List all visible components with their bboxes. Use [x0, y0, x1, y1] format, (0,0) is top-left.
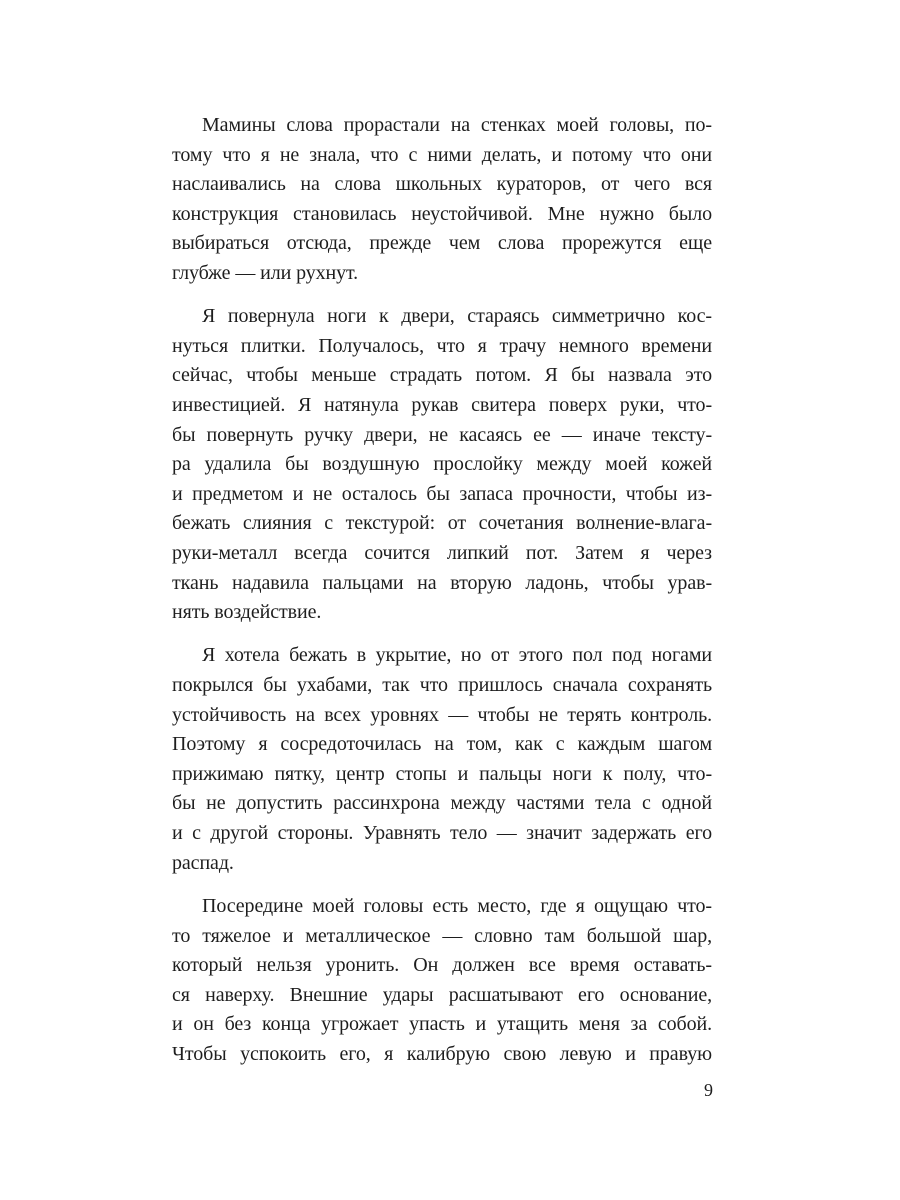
text-line: конструкция становилась неустойчивой. Мне нужно было — [172, 202, 712, 225]
paragraph-3 — [172, 641, 712, 878]
text-line: покрылся бы ухабами, так что пришлось сначала сохранять — [172, 674, 712, 697]
text-line: ткань надавила пальцами на вторую ладонь, чтобы урав- — [172, 571, 712, 594]
paragraph-1 — [172, 111, 712, 289]
text-line: Поэтому я сосредоточилась на том, как с каждым шагом — [172, 733, 712, 756]
text-line: наслаивались на слова школьных кураторов, от чего вся — [172, 173, 712, 196]
text-line: выбираться отсюда, прежде чем слова прорежутся еще — [172, 232, 712, 255]
text-line: который нельзя уронить. Он должен все время оставать- — [172, 954, 712, 977]
text-line: бы не допустить рассинхрона между частями тела с одной — [172, 792, 712, 815]
text-line: тому что я не знала, что с ними делать, и потому что они — [172, 143, 712, 166]
text-line: нять воздействие. — [172, 601, 322, 624]
paragraph-4 — [172, 892, 712, 1070]
text-line: сейчас, чтобы меньше страдать потом. Я бы назвала это — [172, 364, 712, 387]
text-line: Я повернула ноги к двери, стараясь симметрично кос- — [202, 305, 712, 328]
text-line: нуться плитки. Получалось, что я трачу немного времени — [172, 334, 712, 357]
text-line: бы повернуть ручку двери, не касаясь ее — иначе тексту- — [172, 423, 712, 446]
text-line: ся наверху. Внешние удары расшатывают его основание, — [172, 983, 712, 1006]
text-line: и с другой стороны. Уравнять тело — значит задержать его — [172, 822, 712, 845]
text-line: то тяжелое и металлическое — словно там большой шар, — [172, 924, 712, 947]
text-line: и он без конца угрожает упасть и утащить меня за собой. — [172, 1013, 712, 1036]
text-line: и предметом и не осталось бы запаса прочности, чтобы из- — [172, 482, 712, 505]
text-line: устойчивость на всех уровнях — чтобы не терять контроль. — [172, 703, 712, 726]
page-text — [172, 111, 712, 1083]
text-line: Мамины слова прорастали на стенках моей головы, по- — [202, 114, 712, 136]
text-line: распад. — [172, 851, 234, 874]
paragraph-2 — [172, 302, 712, 628]
page-number: 9 — [704, 1080, 713, 1100]
text-line: Чтобы успокоить его, я калибрую свою левую и правую — [172, 1042, 712, 1065]
text-line: Я хотела бежать в укрытие, но от этого пол под ногами — [202, 644, 712, 667]
text-line: бежать слияния с текстурой: от сочетания волнение-влага- — [172, 512, 712, 535]
text-line: Посередине моей головы есть место, где я ощущаю что- — [202, 894, 712, 917]
text-line: глубже — или рухнут. — [172, 261, 359, 284]
text-line: инвестицией. Я натянула рукав свитера поверх руки, что- — [172, 394, 712, 417]
text-line: руки-металл всегда сочится липкий пот. Затем я через — [172, 542, 712, 564]
text-line: ра удалила бы воздушную прослойку между моей кожей — [172, 453, 712, 476]
text-line: прижимаю пятку, центр стопы и пальцы ноги к полу, что- — [172, 762, 712, 785]
